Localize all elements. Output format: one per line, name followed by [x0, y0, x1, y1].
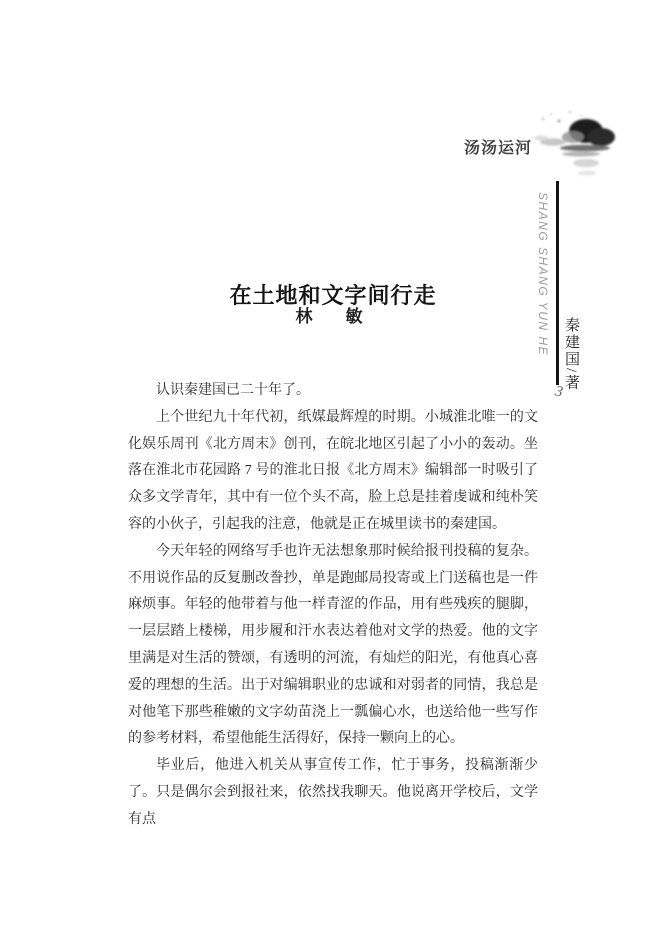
paragraph: 毕业后，他进入机关从事宣传工作，忙于事务，投稿渐渐少了。只是偶尔会到报社来，依然找我聊天。他说离开学校后，文学有点 — [128, 758, 538, 827]
ink-wash-svg — [523, 106, 627, 186]
paragraph: 今天年轻的网络写手也许无法想象那时候给报刊投稿的复杂。不用说作品的反复删改誊抄，单是跑邮局投寄或上门送稿也是一件麻烦事。年轻的他带着与他一样青涩的作品，用有些残疾的腿脚，一层层踏上楼梯，用步履和汗水表达着他对文学的热爱。他的文字里满是对生活的赞颂，有透明的河流，有灿烂的阳光，有他真心喜爱的理想的生活。出于对编辑职业的忠诚和对弱者的同情，我总是对他笔下那些稚嫩的文字幼苗浇上一瓢偏心水，也送给他一些写作的参考材料，希望他能生活得好，保持一颗向上的心。 — [128, 543, 538, 747]
article-body — [128, 378, 538, 834]
article-title: 在土地和文字间行走 — [229, 282, 437, 308]
paragraph: 上个世纪九十年代初，纸媒最辉煌的时期。小城淮北唯一的文化娱乐周刊《北方周末》创刊，在皖北地区引起了小小的轰动。坐落在淮北市花园路 7 号的淮北日报《北方周末》编辑部一时吸引了众多文学青年，其中有一位个头不高，脸上总是挂着虔诚和纯朴笑容的小伙子，引起我的注意，他就是正在城里读书的秦建国。 — [128, 409, 538, 532]
paragraph: 认识秦建国已二十年了。 — [156, 383, 310, 398]
vertical-rule — [556, 181, 559, 385]
series-title: 汤汤运河 — [464, 140, 533, 157]
page-number: 3 — [553, 383, 565, 401]
article-author: 林 敏 — [295, 307, 371, 326]
ink-wash-illustration-icon — [523, 106, 627, 186]
author-byline: 秦建国/著 — [563, 317, 579, 392]
series-title-pinyin: SHANG SHANG YUN HE — [536, 192, 550, 357]
